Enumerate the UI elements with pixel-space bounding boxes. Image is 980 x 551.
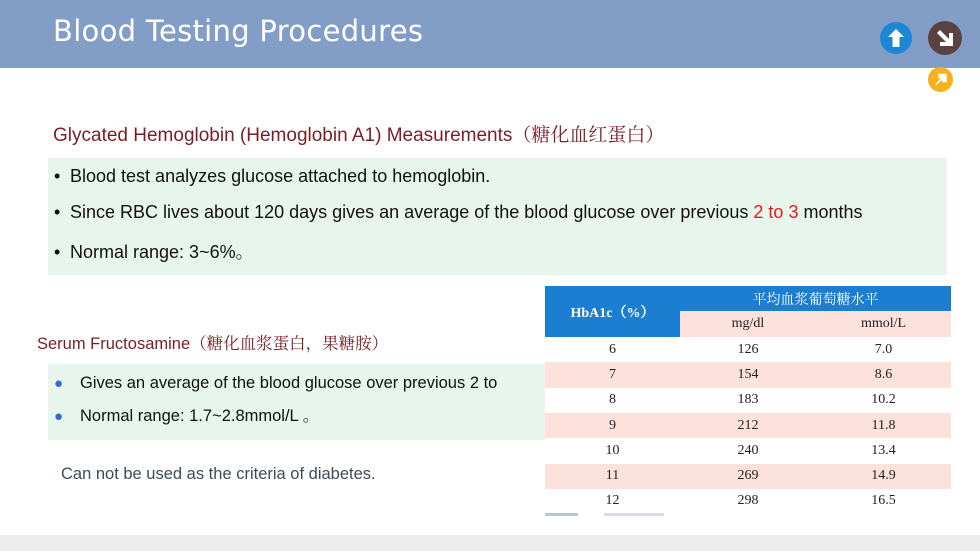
bullet-item: • Normal range: 3~6%。 [54,242,254,262]
cell-hba1c: 8 [609,392,616,408]
table-scrollbar-thumb[interactable] [604,513,664,516]
table-header-mmol: mmol/L [816,311,951,337]
footer-bar [0,535,980,551]
table-header-avg-glucose: 平均血浆葡萄糖水平 [680,286,951,311]
cell-mmol: 11.8 [871,417,896,433]
bullet-item: ● Gives an average of the blood glucose over previous 2 to [54,374,498,392]
bullet-item: • Since RBC lives about 120 days gives an average of the blood glucose over previous 2 to 3 months [54,202,863,222]
cell-mmol: 16.5 [871,493,896,509]
cell-mgdl: 154 [737,366,759,382]
cell-mmol: 8.6 [874,366,893,382]
table-row [545,337,951,362]
cell-mgdl: 183 [737,392,759,408]
cell-mmol: 7.0 [874,341,893,357]
hba1c-glucose-table [545,286,951,513]
table-row [545,464,951,489]
cell-mgdl: 269 [737,468,759,484]
bullet-item: • Blood test analyzes glucose attached to hemoglobin. [54,166,491,186]
cell-hba1c: 11 [605,468,620,484]
diabetes-criteria-note: Can not be used as the criteria of diabetes. [61,465,376,483]
cell-mgdl: 240 [737,442,759,458]
table-header-mgdl: mg/dl [680,311,816,337]
up-right-arrow-circle-icon[interactable] [928,67,953,92]
cell-mgdl: 298 [737,493,759,509]
table-row [545,413,951,438]
table-row [545,362,951,387]
fructosamine-info-box [48,364,546,440]
bullet-item: ● Normal range: 1.7~2.8mmol/L 。 [54,407,320,425]
cell-hba1c: 12 [605,493,620,509]
cell-hba1c: 7 [609,366,616,382]
section-title-fructosamine: Serum Fructosamine（糖化血浆蛋白，果糖胺） [37,335,389,353]
header-bar [0,0,980,68]
highlight-months: 2 to 3 [753,202,799,222]
table-row [545,489,951,514]
cell-mmol: 13.4 [871,442,896,458]
cell-mgdl: 126 [737,341,759,357]
table-row [545,438,951,463]
hba1c-info-box [48,158,947,275]
cell-mmol: 10.2 [871,392,896,408]
cell-mgdl: 212 [737,417,759,433]
page-title: Blood Testing Procedures [53,14,424,48]
cell-hba1c: 6 [609,341,616,357]
cell-hba1c: 10 [605,442,620,458]
section-title-hba1c: Glycated Hemoglobin (Hemoglobin A1) Measurements（糖化血红蛋白） [53,125,665,146]
up-arrow-circle-icon[interactable] [880,22,912,54]
table-header-hba1c: HbA1c（%） [545,286,680,337]
cell-mmol: 14.9 [871,468,896,484]
cell-hba1c: 9 [609,417,616,433]
table-row [545,388,951,413]
table-scrollbar[interactable] [545,513,578,516]
down-right-arrow-circle-icon[interactable] [928,21,962,55]
